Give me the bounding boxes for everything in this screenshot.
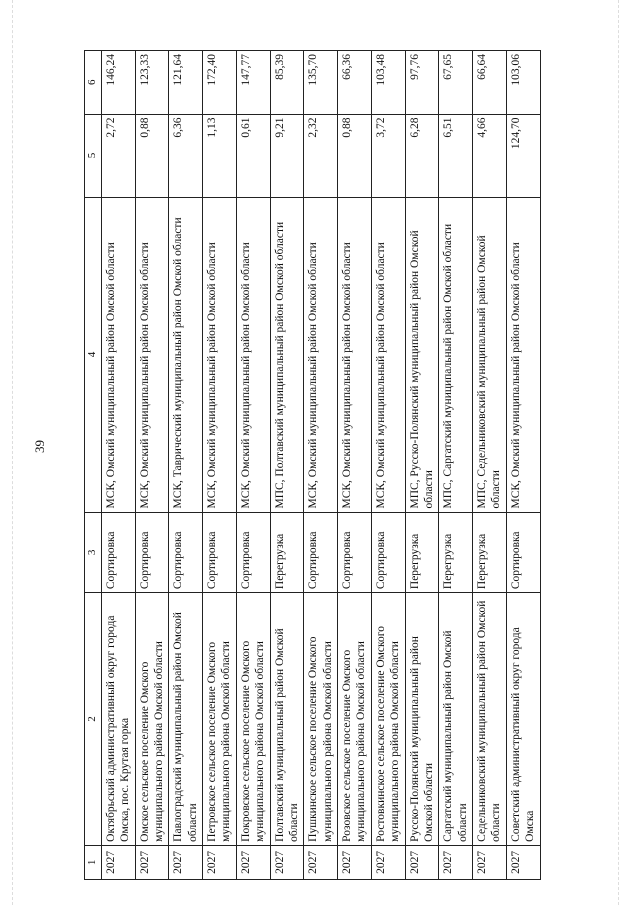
- operation-cell: Перегрузка: [473, 512, 507, 593]
- table-row: [270, 51, 304, 880]
- value-cell: 66,64: [473, 51, 507, 115]
- territory-cell: Советский административный округ города Омска: [506, 593, 540, 846]
- territory-cell: Омское сельское поселение Омского муниципального района Омской области: [135, 593, 169, 846]
- table-row: [169, 51, 203, 880]
- year-cell: 2027: [203, 845, 237, 879]
- page-edge-left: [12, 0, 13, 905]
- distance-cell: 0,88: [135, 114, 169, 197]
- document-table-container: [84, 50, 620, 880]
- territory-cell: Розовское сельское поселение Омского муниципального района Омской области: [338, 593, 372, 846]
- distance-cell: 6,51: [439, 114, 473, 197]
- operation-cell: Сортировка: [338, 512, 372, 593]
- territory-cell: Седельниковский муниципальный район Омской области: [473, 593, 507, 846]
- facility-cell: МПС, Саргатский муниципальный район Омской области: [439, 197, 473, 512]
- facility-cell: МСК, Омский муниципальный район Омской области: [135, 197, 169, 512]
- column-header: 6: [85, 51, 102, 115]
- header-row: [85, 51, 102, 880]
- value-cell: 103,06: [506, 51, 540, 115]
- table-row: [135, 51, 169, 880]
- page-number: 39: [32, 440, 47, 453]
- table-row: [405, 51, 439, 880]
- distance-cell: 1,13: [203, 114, 237, 197]
- facility-cell: МСК, Омский муниципальный район Омской области: [101, 197, 135, 512]
- year-cell: 2027: [135, 845, 169, 879]
- value-cell: 66,36: [338, 51, 372, 115]
- table-row: [338, 51, 372, 880]
- year-cell: 2027: [405, 845, 439, 879]
- territory-cell: Павлоградский муниципальный район Омской области: [169, 593, 203, 846]
- year-cell: 2027: [338, 845, 372, 879]
- facility-cell: МПС, Полтавский муниципальный район Омской области: [270, 197, 304, 512]
- distance-cell: 0,61: [236, 114, 270, 197]
- year-cell: 2027: [101, 845, 135, 879]
- year-cell: 2027: [439, 845, 473, 879]
- value-cell: 135,70: [304, 51, 338, 115]
- distance-cell: 6,28: [405, 114, 439, 197]
- year-cell: 2027: [304, 845, 338, 879]
- facility-cell: МПС, Седельниковский муниципальный район Омской области: [473, 197, 507, 512]
- value-cell: 97,76: [405, 51, 439, 115]
- distance-cell: 2,32: [304, 114, 338, 197]
- value-cell: 67,65: [439, 51, 473, 115]
- column-header: 1: [85, 845, 102, 879]
- table-row: [439, 51, 473, 880]
- territory-cell: Пушкинское сельское поселение Омского муниципального района Омской области: [304, 593, 338, 846]
- territory-cell: Полтавский муниципальный район Омской области: [270, 593, 304, 846]
- operation-cell: Сортировка: [101, 512, 135, 593]
- operation-cell: Перегрузка: [439, 512, 473, 593]
- facility-cell: МСК, Омский муниципальный район Омской области: [371, 197, 405, 512]
- operation-cell: Сортировка: [506, 512, 540, 593]
- value-cell: 103,48: [371, 51, 405, 115]
- distance-cell: 4,66: [473, 114, 507, 197]
- territory-cell: Покровское сельское поселение Омского муниципального района Омской области: [236, 593, 270, 846]
- year-cell: 2027: [506, 845, 540, 879]
- value-cell: 147,77: [236, 51, 270, 115]
- facility-cell: МСК, Омский муниципальный район Омской области: [506, 197, 540, 512]
- table-row: [304, 51, 338, 880]
- facility-cell: МСК, Омский муниципальный район Омской области: [236, 197, 270, 512]
- facility-cell: МПС, Русско-Полянский муниципальный район Омской области: [405, 197, 439, 512]
- operation-cell: Сортировка: [135, 512, 169, 593]
- value-cell: 85,39: [270, 51, 304, 115]
- table-row: [506, 51, 540, 880]
- year-cell: 2027: [371, 845, 405, 879]
- operation-cell: Перегрузка: [270, 512, 304, 593]
- year-cell: 2027: [270, 845, 304, 879]
- territory-cell: Русско-Полянский муниципальный район Омской области: [405, 593, 439, 846]
- operation-cell: Сортировка: [304, 512, 338, 593]
- distance-cell: 6,36: [169, 114, 203, 197]
- year-cell: 2027: [169, 845, 203, 879]
- column-header: 3: [85, 512, 102, 593]
- facility-cell: МСК, Таврический муниципальный район Омской области: [169, 197, 203, 512]
- distance-cell: 124,70: [506, 114, 540, 197]
- data-table: [84, 50, 541, 880]
- distance-cell: 0,88: [338, 114, 372, 197]
- value-cell: 121,64: [169, 51, 203, 115]
- table-row: [101, 51, 135, 880]
- column-header: 5: [85, 114, 102, 197]
- operation-cell: Сортировка: [169, 512, 203, 593]
- territory-cell: Ростовкинское сельское поселение Омского муниципального района Омской области: [371, 593, 405, 846]
- value-cell: 146,24: [101, 51, 135, 115]
- year-cell: 2027: [236, 845, 270, 879]
- table-row: [203, 51, 237, 880]
- column-header: 2: [85, 593, 102, 846]
- column-header: 4: [85, 197, 102, 512]
- operation-cell: Сортировка: [203, 512, 237, 593]
- table-row: [371, 51, 405, 880]
- territory-cell: Петровское сельское поселение Омского муниципального района Омской области: [203, 593, 237, 846]
- distance-cell: 2,72: [101, 114, 135, 197]
- value-cell: 172,40: [203, 51, 237, 115]
- table-row: [473, 51, 507, 880]
- operation-cell: Сортировка: [236, 512, 270, 593]
- facility-cell: МСК, Омский муниципальный район Омской области: [338, 197, 372, 512]
- territory-cell: Октябрьский административный округ города Омска, пос. Крутая горка: [101, 593, 135, 846]
- table-body: [101, 51, 540, 880]
- territory-cell: Саргатский муниципальный район Омской области: [439, 593, 473, 846]
- distance-cell: 3,72: [371, 114, 405, 197]
- value-cell: 123,33: [135, 51, 169, 115]
- facility-cell: МСК, Омский муниципальный район Омской области: [304, 197, 338, 512]
- facility-cell: МСК, Омский муниципальный район Омской области: [203, 197, 237, 512]
- operation-cell: Перегрузка: [405, 512, 439, 593]
- year-cell: 2027: [473, 845, 507, 879]
- distance-cell: 9,21: [270, 114, 304, 197]
- operation-cell: Сортировка: [371, 512, 405, 593]
- table-row: [236, 51, 270, 880]
